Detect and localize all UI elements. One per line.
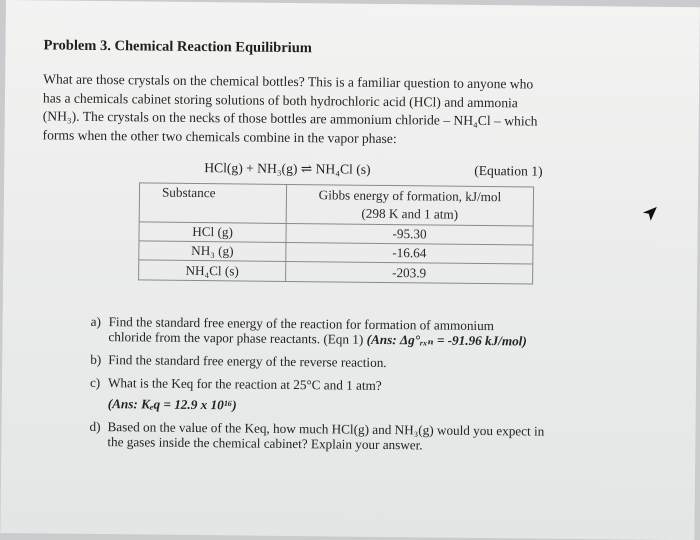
value-cell: -95.30 [286, 223, 533, 245]
question-text: Find the standard free energy of the reaction for formation of ammonium [108, 314, 495, 334]
question-label: d) [89, 418, 101, 435]
question-b [90, 352, 600, 372]
question-label: b) [90, 351, 102, 368]
header-gibbs-line2: (298 K and 1 atm) [361, 205, 459, 222]
answer-text: (Ans: Δg°ᵣₓₙ = -91.96 kJ/mol) [366, 331, 527, 349]
question-text: chloride from the vapor phase reactants. (Eqn 1) [108, 329, 364, 347]
question-text: Based on the value of the Keq, how much HCl(g) and NH₃(g) would you expect in [107, 419, 545, 439]
question-text: the gases inside the chemical cabinet? Explain your answer. [107, 434, 423, 453]
question-text: What is the Keq for the reaction at 25°C and 1 atm? [107, 375, 382, 393]
table-header-row [139, 183, 533, 226]
question-label: a) [90, 313, 101, 330]
intro-paragraph [42, 70, 603, 150]
question-text: Find the standard free energy of the reverse reaction. [108, 352, 387, 371]
question-a [90, 314, 600, 349]
header-gibbs-line1: Gibbs energy of formation, kJ/mol [318, 187, 502, 205]
substance-cell: NH₃ (g) [139, 241, 286, 262]
value-cell: -16.64 [286, 242, 533, 264]
value-cell: -203.9 [286, 261, 533, 284]
problem-title: Problem 3. Chemical Reaction Equilibrium [43, 37, 312, 57]
gibbs-energy-table [138, 182, 534, 284]
question-list [89, 314, 600, 462]
substance-cell: NH₄Cl (s) [139, 260, 286, 282]
chemical-equation: HCl(g) + NH₃(g) ⇌ NH₄Cl (s) [204, 160, 371, 177]
question-c [90, 375, 600, 416]
equation-label: (Equation 1) [474, 162, 543, 179]
answer-text: (Ans: Kₑq = 12.9 x 10¹⁶) [107, 396, 237, 413]
intro-line: What are those crystals on the chemical bottles? This is a familiar question to anyone who [43, 71, 534, 92]
table-row [139, 260, 533, 284]
header-gibbs [286, 184, 533, 226]
intro-line: forms when the other two chemicals combine in the vapor phase: [42, 126, 397, 146]
header-substance: Substance [139, 183, 286, 224]
question-d [89, 419, 599, 454]
intro-line: (NH₃). The crystals on the necks of those bottles are ammonium chloride – NH₄Cl – which [42, 108, 538, 129]
question-label: c) [89, 374, 101, 391]
intro-line: has a chemicals cabinet storing solutions of both hydrochloric acid (HCl) and ammonia [42, 89, 518, 110]
substance-cell: HCl (g) [139, 222, 286, 243]
arrow-cursor-icon [640, 205, 658, 223]
